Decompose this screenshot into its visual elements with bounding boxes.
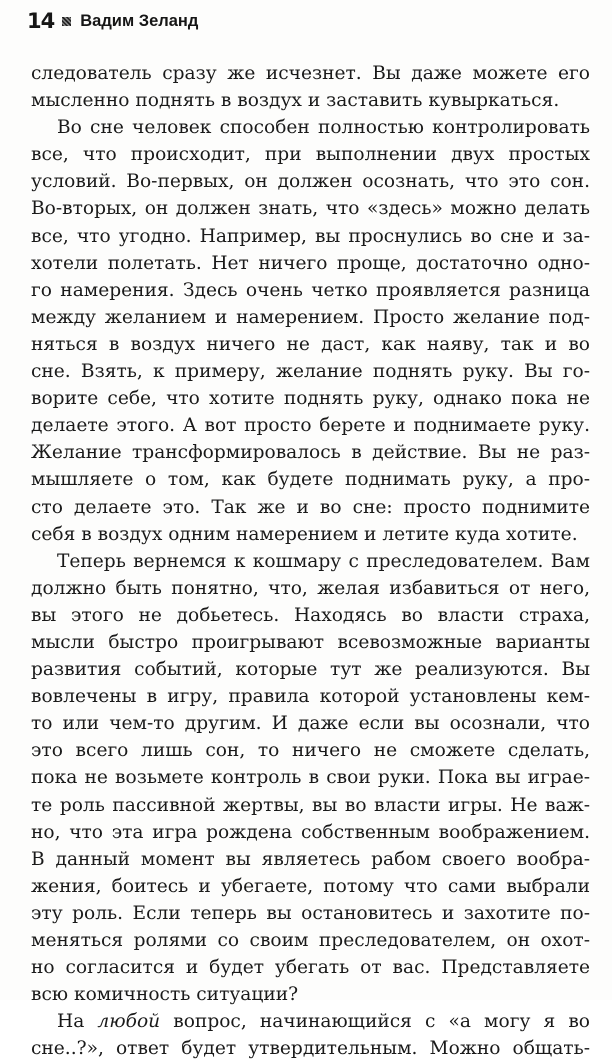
text-line: между желанием и намерением. Просто желание под- <box>31 306 590 328</box>
text-line: развития событий, которые тут же реализуются. Вы <box>31 659 590 681</box>
text-line: Желание трансформировалось в действие. Вы не раз- <box>31 442 590 464</box>
text-line: хотели полетать. Нет ничего проще, достаточно одно- <box>31 252 590 274</box>
text-line: вы этого не добьетесь. Находясь во власти страха, <box>31 604 590 626</box>
text-line: В данный момент вы являетесь рабом своего вообра- <box>31 848 590 870</box>
first-word: На <box>57 1011 85 1033</box>
text-line: эту роль. Если теперь вы остановитесь и захотите по- <box>31 902 590 924</box>
text-line: Во-вторых, он должен знать, что «здесь» можно делать <box>31 198 590 220</box>
paragraph-first-line <box>31 1008 590 1035</box>
text-line: но, что эта игра рождена собственным воображением. <box>31 821 590 843</box>
paragraph-first-line: Во сне человек способен полностью контролировать <box>57 117 590 139</box>
line-rest: вопрос, начинающийся с «а могу я во <box>173 1011 590 1033</box>
text-line: это всего лишь сон, то ничего не сможете сделать, <box>31 740 590 762</box>
text-line: жения, боитесь и убегаете, потому что сами выбрали <box>31 875 590 897</box>
text-line: следователь сразу же исчезнет. Вы даже можете его <box>31 63 590 84</box>
body-text <box>31 60 590 1062</box>
text-line: мышляете о том, как будете поднимать руку, а про- <box>31 469 590 491</box>
author-name: Вадим Зеланд <box>80 11 199 30</box>
text-line: всю комичность ситуации? <box>31 984 299 1006</box>
text-line: то или чем-то другим. И даже если вы осознали, что <box>31 713 590 735</box>
text-line: делаете этого. А вот просто берете и поднимаете руку. <box>31 415 590 437</box>
text-line: мысли быстро проигрывают всевозможные варианты <box>31 631 590 653</box>
text-line: условий. Во-первых, он должен осознать, что это сон. <box>31 171 590 193</box>
text-line: все, что происходит, при выполнении двух простых <box>31 144 590 166</box>
text-line: но согласится и будет убегать от вас. Представляете <box>31 957 590 979</box>
page-number: 14 <box>27 9 55 33</box>
text-line: должно быть понятно, что, желая избавиться от него, <box>31 577 590 599</box>
text-line: все, что угодно. Например, вы проснулись во сне и за- <box>31 225 590 247</box>
text-line: меняться ролями со своим преследователем, он охот- <box>31 930 590 951</box>
text-line: те роль пассивной жертвы, вы во власти игры. Не важ- <box>31 794 590 816</box>
text-line: ворите себе, что хотите поднять руку, однако пока не <box>31 388 590 410</box>
text-line: вовлечены в игру, правила которой установлены кем- <box>31 686 590 708</box>
square-separator-icon <box>62 17 71 26</box>
text-line: мысленно поднять в воздух и заставить кувыркаться. <box>31 90 560 112</box>
text-line: сне..?», ответ будет утвердительным. Можно общать- <box>31 1038 590 1060</box>
text-line: го намерения. Здесь очень четко проявляется разница <box>31 279 590 301</box>
text-line: няться в воздух ничего не даст, как наяву, так и во <box>31 333 590 355</box>
text-line: сто делаете это. Так же и во сне: просто поднимите <box>31 496 590 518</box>
paragraph-first-line: Теперь вернемся к кошмару с преследователем. Вам <box>57 550 590 572</box>
text-line: себя в воздух одним намерением и летите куда хотите. <box>31 523 578 545</box>
running-head <box>27 8 198 34</box>
text-line: сне. Взять, к примеру, желание поднять руку. Вы го- <box>31 361 590 383</box>
text-line: пока не возьмете контроль в свои руки. Пока вы играе- <box>31 767 590 789</box>
italic-word: любой <box>97 1011 161 1033</box>
